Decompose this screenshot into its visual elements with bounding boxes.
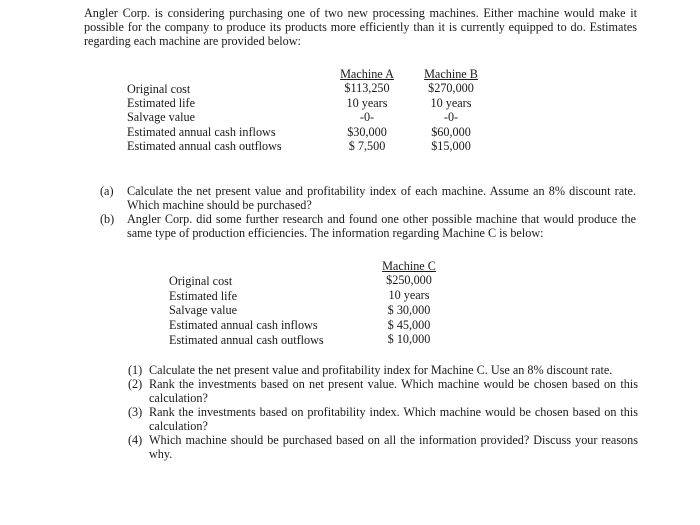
table1-a-cash-inflows: $30,000 (347, 125, 387, 139)
question-marker: (b) (100, 212, 115, 226)
question-text: Calculate the net present value and profitability index of each machine. Assume an 8% discount rate. Which machine should be purchased? (127, 184, 636, 212)
table1-a-salvage-value: -0- (359, 110, 375, 124)
subquestion-text: Rank the investments based on net present value. Which machine would be chosen based on this calculation? (149, 377, 638, 405)
subquestion-item (128, 377, 638, 405)
table1-label-original-cost: Original cost (127, 82, 191, 96)
table2-label-estimated-life: Estimated life (169, 289, 238, 303)
question-item (100, 212, 636, 240)
intro-paragraph: Angler Corp. is considering purchasing one of two new processing machines. Either machine would make it possible for the company to produce its products more efficiently than it is currently equipped to do. Estimates regarding each machine are provided below: (84, 6, 637, 48)
table2-c-cash-outflows: $ 10,000 (387, 332, 431, 346)
table2-label-cash-outflows: Estimated annual cash outflows (169, 333, 324, 347)
subquestion-marker: (3) (128, 405, 143, 419)
table2-c-cash-inflows: $ 45,000 (387, 318, 431, 332)
table2-c-original-cost: $250,000 (386, 273, 432, 287)
table1-a-estimated-life: 10 years (346, 96, 388, 110)
machine-c-header: Machine C (382, 259, 436, 273)
question-marker: (a) (100, 184, 114, 198)
table1-b-original-cost: $270,000 (428, 81, 474, 95)
table1-label-estimated-life: Estimated life (127, 96, 196, 110)
machine-a-header: Machine A (340, 67, 394, 81)
table2-c-estimated-life: 10 years (388, 288, 430, 302)
subquestion-marker: (2) (128, 377, 143, 391)
subquestion-item (128, 363, 638, 377)
subquestion-marker: (1) (128, 363, 143, 377)
table2-label-salvage-value: Salvage value (169, 303, 238, 317)
table1-b-salvage-value: -0- (443, 110, 459, 124)
subquestions-list (128, 363, 638, 461)
question-item (100, 184, 636, 212)
table2-label-original-cost: Original cost (169, 274, 233, 288)
table2-c-salvage-value: $ 30,000 (387, 303, 431, 317)
subquestion-marker: (4) (128, 433, 143, 447)
table1-a-original-cost: $113,250 (344, 81, 390, 95)
table1-label-salvage-value: Salvage value (127, 110, 196, 124)
table1-label-cash-inflows: Estimated annual cash inflows (127, 125, 276, 139)
table1-a-cash-outflows: $ 7,500 (348, 139, 386, 153)
machine-b-header: Machine B (424, 67, 478, 81)
question-text: Angler Corp. did some further research and found one other possible machine that would produce the same type of production efficiencies. The information regarding Machine C is below: (127, 212, 636, 240)
subquestion-text: Which machine should be purchased based on all the information provided? Discuss your reasons why. (149, 433, 638, 461)
subquestion-text: Calculate the net present value and profitability index for Machine C. Use an 8% discount rate. (149, 363, 613, 377)
table2-label-cash-inflows: Estimated annual cash inflows (169, 318, 318, 332)
subquestion-text: Rank the investments based on profitability index. Which machine would be chosen based on this calculation? (149, 405, 638, 433)
subquestion-item (128, 405, 638, 433)
questions-list (100, 184, 636, 240)
table1-label-cash-outflows: Estimated annual cash outflows (127, 139, 282, 153)
table1-b-cash-outflows: $15,000 (431, 139, 471, 153)
table1-b-estimated-life: 10 years (430, 96, 472, 110)
subquestion-item (128, 433, 638, 461)
table1-b-cash-inflows: $60,000 (431, 125, 471, 139)
